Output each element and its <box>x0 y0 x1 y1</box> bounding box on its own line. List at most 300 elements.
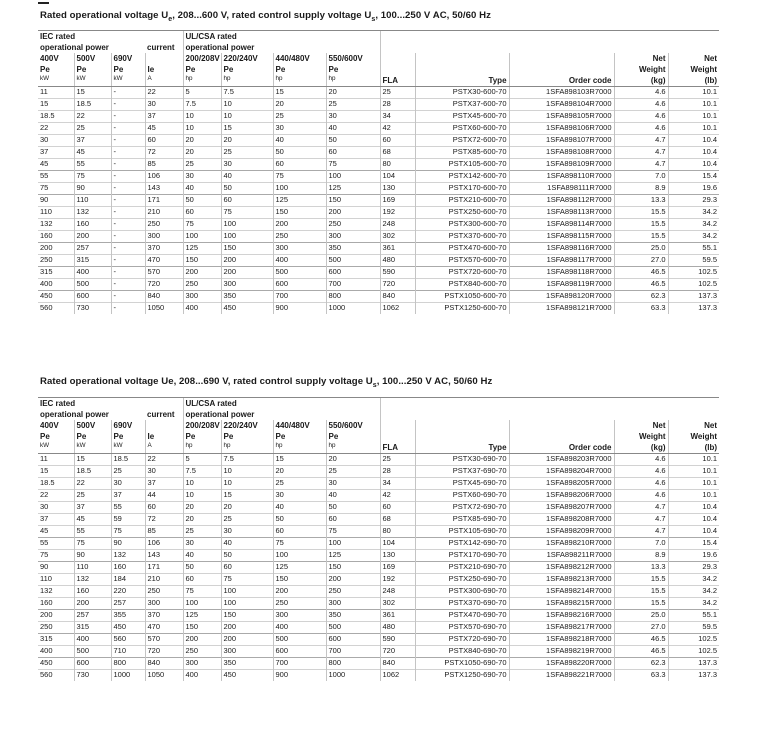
table-cell: 250 <box>145 586 183 598</box>
table-cell: 8.9 <box>614 550 668 562</box>
table-cell: 10 <box>183 490 221 502</box>
header-blank <box>614 42 668 53</box>
header-blank <box>509 53 614 64</box>
table-cell: 1SFA898110R7000 <box>509 171 614 183</box>
table-cell: 75 <box>326 159 380 171</box>
table-cell: 34.2 <box>668 598 719 610</box>
voltage-header: 200/208V <box>183 53 221 64</box>
type-label: Type <box>415 442 509 454</box>
table-cell: PSTX720-600-70 <box>415 267 509 279</box>
table-cell: 132 <box>74 207 111 219</box>
table-cell: PSTX105-690-70 <box>415 526 509 538</box>
table-cell: 10.4 <box>668 526 719 538</box>
table-2-title: Rated operational voltage Ue, 208...690 V, rated control supply voltage $U_s$, 100...250 V AC, 50/60 Hz <box>40 376 493 389</box>
weight-label: Weight <box>614 64 668 75</box>
table-cell: 37 <box>145 111 183 123</box>
table-cell: 37 <box>111 490 145 502</box>
table-cell: 100 <box>221 586 273 598</box>
header-blank <box>380 31 415 43</box>
table-cell: 60 <box>183 207 221 219</box>
weight-label: Weight <box>668 431 719 442</box>
voltage-row <box>38 420 719 431</box>
table-cell: PSTX72-600-70 <box>415 135 509 147</box>
table-cell: - <box>111 219 145 231</box>
table-cell: 30 <box>145 466 183 478</box>
table-cell: 130 <box>380 550 415 562</box>
table-cell: 302 <box>380 598 415 610</box>
table-cell: 60 <box>326 147 380 159</box>
table-cell: 5 <box>183 454 221 466</box>
table-cell: 30 <box>326 478 380 490</box>
table-cell: 25 <box>183 159 221 171</box>
current-label: current <box>147 43 175 52</box>
table-cell: 1050 <box>145 670 183 682</box>
table-header <box>38 398 719 454</box>
table-cell: 80 <box>380 526 415 538</box>
table-cell: 37 <box>145 478 183 490</box>
table-cell: 1SFA898219R7000 <box>509 646 614 658</box>
table-cell: 90 <box>74 183 111 195</box>
table-cell: 50 <box>221 183 273 195</box>
table-cell: 55 <box>111 502 145 514</box>
table-cell: 1SFA898218R7000 <box>509 634 614 646</box>
net-weight-lb-label: Net <box>668 420 719 431</box>
table-cell: 470 <box>145 622 183 634</box>
table-cell: - <box>111 231 145 243</box>
table-cell: 20 <box>273 99 326 111</box>
table-cell: 315 <box>74 622 111 634</box>
table-cell: 4.6 <box>614 99 668 111</box>
unit-label: hp <box>326 442 380 454</box>
table-cell: 171 <box>145 195 183 207</box>
table-row <box>38 303 719 315</box>
table-cell: 1SFA898104R7000 <box>509 99 614 111</box>
table-cell: 18.5 <box>74 99 111 111</box>
table-cell: 1SFA898112R7000 <box>509 195 614 207</box>
table-cell: 45 <box>74 514 111 526</box>
table-cell: 27.0 <box>614 622 668 634</box>
net-weight-kg-label: Net <box>614 53 668 64</box>
table-row <box>38 171 719 183</box>
table-cell: 60 <box>380 502 415 514</box>
table-cell: 1062 <box>380 303 415 315</box>
table-body <box>38 87 719 315</box>
table-cell: 60 <box>183 574 221 586</box>
table-cell: 720 <box>145 646 183 658</box>
header-blank <box>415 42 509 53</box>
table-row <box>38 526 719 538</box>
table-cell: 15 <box>74 87 111 99</box>
table-cell: 200 <box>273 586 326 598</box>
table-cell: 200 <box>74 231 111 243</box>
table-cell: 125 <box>273 195 326 207</box>
table-cell: 169 <box>380 195 415 207</box>
table-cell: 480 <box>380 622 415 634</box>
table-cell: 63.3 <box>614 303 668 315</box>
table-cell: 75 <box>111 526 145 538</box>
table-cell: 100 <box>221 219 273 231</box>
table-cell: 7.5 <box>183 99 221 111</box>
table-cell: 730 <box>74 303 111 315</box>
voltage-header: 690V <box>111 53 145 64</box>
table-cell: 85 <box>145 526 183 538</box>
table-cell: 25 <box>74 490 111 502</box>
table-cell: 19.6 <box>668 550 719 562</box>
table-cell: 10.1 <box>668 490 719 502</box>
table-cell: 10 <box>183 478 221 490</box>
table-cell: 125 <box>326 183 380 195</box>
header-blank <box>415 409 509 420</box>
header-blank <box>668 42 719 53</box>
table-cell: PSTX250-690-70 <box>415 574 509 586</box>
table-cell: 19.6 <box>668 183 719 195</box>
table-cell: 1SFA898204R7000 <box>509 466 614 478</box>
table-cell: 59.5 <box>668 622 719 634</box>
table-cell: 300 <box>221 646 273 658</box>
table-cell: PSTX470-600-70 <box>415 243 509 255</box>
current-label: current <box>147 410 175 419</box>
unit-label: kW <box>111 442 145 454</box>
table-cell: 102.5 <box>668 646 719 658</box>
table-cell: - <box>111 243 145 255</box>
table-cell: 75 <box>38 183 74 195</box>
table-cell: 60 <box>145 502 183 514</box>
table-cell: PSTX45-600-70 <box>415 111 509 123</box>
table-cell: 30 <box>38 135 74 147</box>
table-cell: 40 <box>326 123 380 135</box>
table-cell: 13.3 <box>614 562 668 574</box>
table-cell: 160 <box>38 231 74 243</box>
table-cell: 200 <box>221 255 273 267</box>
table-cell: 150 <box>326 562 380 574</box>
table-cell: 450 <box>38 291 74 303</box>
table-cell: 75 <box>273 171 326 183</box>
table-cell: 75 <box>74 538 111 550</box>
table-cell: 15 <box>38 466 74 478</box>
net-weight-kg-label: Net <box>614 420 668 431</box>
table-cell: PSTX85-600-70 <box>415 147 509 159</box>
table-cell: 25 <box>183 526 221 538</box>
table-cell: 34.2 <box>668 574 719 586</box>
table-cell: 500 <box>74 646 111 658</box>
unit-label: hp <box>221 75 273 87</box>
table-cell: 1SFA898220R7000 <box>509 658 614 670</box>
table-cell: - <box>111 87 145 99</box>
table-cell: 184 <box>111 574 145 586</box>
table-cell: 20 <box>326 87 380 99</box>
table-cell: PSTX210-690-70 <box>415 562 509 574</box>
table-cell: 730 <box>74 670 111 682</box>
table-cell: 18.5 <box>111 454 145 466</box>
table-cell: 250 <box>183 279 221 291</box>
table-cell: 1SFA898217R7000 <box>509 622 614 634</box>
table-cell: 300 <box>183 658 221 670</box>
table-row <box>38 478 719 490</box>
table-cell: - <box>111 111 145 123</box>
table-cell: 300 <box>326 598 380 610</box>
table-cell: 60 <box>221 195 273 207</box>
table-cell: 400 <box>273 255 326 267</box>
header-blank <box>668 409 719 420</box>
table-cell: 15 <box>74 454 111 466</box>
table-cell: 200 <box>221 634 273 646</box>
table-cell: 110 <box>74 195 111 207</box>
table-cell: 18.5 <box>38 111 74 123</box>
table-cell: 10.4 <box>668 147 719 159</box>
table-cell: PSTX37-690-70 <box>415 466 509 478</box>
pe-symbol: Pe <box>326 431 380 442</box>
header-blank <box>509 398 614 410</box>
table-cell: - <box>111 303 145 315</box>
table-cell: 15.5 <box>614 586 668 598</box>
table-cell: 15.4 <box>668 171 719 183</box>
table-cell: 50 <box>326 502 380 514</box>
table-cell: 20 <box>183 502 221 514</box>
table-cell: 10.1 <box>668 111 719 123</box>
table-cell: 1SFA898116R7000 <box>509 243 614 255</box>
table-cell: 110 <box>38 207 74 219</box>
table-cell: 45 <box>38 526 74 538</box>
table-cell: 75 <box>183 219 221 231</box>
table-cell: 248 <box>380 586 415 598</box>
table-cell: 200 <box>38 243 74 255</box>
table-cell: 18.5 <box>38 478 74 490</box>
weight-label: Weight <box>614 431 668 442</box>
table-cell: 800 <box>326 658 380 670</box>
table-row <box>38 466 719 478</box>
table-row <box>38 123 719 135</box>
table-cell: PSTX300-600-70 <box>415 219 509 231</box>
table-cell: 60 <box>380 135 415 147</box>
table-cell: PSTX840-690-70 <box>415 646 509 658</box>
table-cell: 400 <box>38 646 74 658</box>
table-cell: 20 <box>221 502 273 514</box>
table-cell: 30 <box>221 159 273 171</box>
table-cell: - <box>111 159 145 171</box>
table-cell: 132 <box>74 574 111 586</box>
table-cell: 7.0 <box>614 538 668 550</box>
table-cell: PSTX250-600-70 <box>415 207 509 219</box>
iec-rated-label: IEC rated <box>38 31 183 43</box>
table-cell: 1SFA898216R7000 <box>509 610 614 622</box>
table-cell: 171 <box>145 562 183 574</box>
table-cell: - <box>111 279 145 291</box>
table-cell: 248 <box>380 219 415 231</box>
table-cell: 125 <box>273 562 326 574</box>
table-cell: 4.7 <box>614 159 668 171</box>
ratings-table-690v <box>38 397 719 681</box>
table-row <box>38 195 719 207</box>
voltage-header: 440/480V <box>273 53 326 64</box>
table-cell: 75 <box>183 586 221 598</box>
table-cell: 500 <box>273 267 326 279</box>
pe-symbol: Pe <box>74 431 111 442</box>
table-row <box>38 87 719 99</box>
table-cell: 46.5 <box>614 279 668 291</box>
table-cell: 4.7 <box>614 514 668 526</box>
table-cell: 160 <box>74 586 111 598</box>
table-row <box>38 550 719 562</box>
table-cell: 132 <box>38 219 74 231</box>
table-cell: 15.5 <box>614 574 668 586</box>
header-blank <box>509 431 614 442</box>
unit-label: hp <box>326 75 380 87</box>
table-cell: 4.6 <box>614 478 668 490</box>
table-cell: 4.6 <box>614 454 668 466</box>
table-cell: 60 <box>145 135 183 147</box>
table-cell: 46.5 <box>614 634 668 646</box>
table-cell: 361 <box>380 243 415 255</box>
table-cell: 34 <box>380 111 415 123</box>
unit-label: kW <box>111 75 145 87</box>
order-code-label: Order code <box>509 75 614 87</box>
table-cell: 25 <box>380 454 415 466</box>
table-cell: 22 <box>145 87 183 99</box>
spec-table <box>38 397 719 681</box>
table-row <box>38 454 719 466</box>
table-cell: 34.2 <box>668 231 719 243</box>
table-cell: 300 <box>273 243 326 255</box>
table-cell: 55.1 <box>668 243 719 255</box>
table-cell: 60 <box>326 514 380 526</box>
table-cell: 1050 <box>145 303 183 315</box>
table-cell: 210 <box>145 574 183 586</box>
unit-label: kW <box>38 75 74 87</box>
table-cell: 40 <box>183 183 221 195</box>
table-cell: 22 <box>74 478 111 490</box>
table-cell: 1SFA898211R7000 <box>509 550 614 562</box>
table-cell: 900 <box>273 670 326 682</box>
order-code-label: Order code <box>509 442 614 454</box>
table-cell: 1SFA898108R7000 <box>509 147 614 159</box>
table-cell: 500 <box>326 255 380 267</box>
table-cell: 50 <box>183 562 221 574</box>
table-cell: 1SFA898203R7000 <box>509 454 614 466</box>
table-cell: 1SFA898113R7000 <box>509 207 614 219</box>
unit-label: hp <box>183 75 221 87</box>
table-row <box>38 99 719 111</box>
table-cell: 72 <box>145 147 183 159</box>
header-row <box>38 409 719 420</box>
table-cell: 30 <box>38 502 74 514</box>
table-row <box>38 622 719 634</box>
table-cell: 44 <box>145 490 183 502</box>
table-row <box>38 255 719 267</box>
table-cell: - <box>111 267 145 279</box>
table-cell: 132 <box>111 550 145 562</box>
table-cell: 160 <box>111 562 145 574</box>
unit-label: A <box>145 75 183 87</box>
table-cell: 1SFA898214R7000 <box>509 586 614 598</box>
header-blank <box>380 431 415 442</box>
ie-symbol: Ie <box>145 431 183 442</box>
table-cell: 600 <box>326 267 380 279</box>
header-blank <box>614 31 668 43</box>
table-cell: 315 <box>38 267 74 279</box>
pe-symbol: Pe <box>221 431 273 442</box>
table-cell: 75 <box>221 207 273 219</box>
table-cell: 29.3 <box>668 195 719 207</box>
table-cell: 37 <box>74 135 111 147</box>
table-cell: 1SFA898117R7000 <box>509 255 614 267</box>
table-cell: 10.1 <box>668 478 719 490</box>
unit-row <box>38 75 719 87</box>
table-cell: 40 <box>221 538 273 550</box>
table-cell: 50 <box>273 514 326 526</box>
table-cell: 90 <box>111 538 145 550</box>
table-cell: 37 <box>38 514 74 526</box>
table-cell: 25 <box>273 478 326 490</box>
table-row <box>38 279 719 291</box>
table-cell: 25 <box>74 123 111 135</box>
table-cell: 102.5 <box>668 279 719 291</box>
table-cell: 257 <box>74 243 111 255</box>
table-cell: 100 <box>326 171 380 183</box>
table-cell: 400 <box>273 622 326 634</box>
table-cell: PSTX840-600-70 <box>415 279 509 291</box>
header-row <box>38 31 719 43</box>
table-cell: 30 <box>221 526 273 538</box>
table-row <box>38 538 719 550</box>
header-blank <box>509 31 614 43</box>
table-cell: 68 <box>380 147 415 159</box>
voltage-header: 220/240V <box>221 53 273 64</box>
header-blank <box>415 31 509 43</box>
header-blank <box>415 398 509 410</box>
table-cell: 25 <box>221 514 273 526</box>
voltage-header: 690V <box>111 420 145 431</box>
table-cell: PSTX570-600-70 <box>415 255 509 267</box>
voltage-header: 220/240V <box>221 420 273 431</box>
table-1-title: Rated operational voltage $U_e$, 208...600 V, rated control supply voltage $U_s$, 100...250 V AC, 50/60 Hz <box>40 10 491 23</box>
pe-symbol: Pe <box>40 432 50 441</box>
unit-label: kW <box>74 75 111 87</box>
header-blank <box>509 64 614 75</box>
table-cell: 20 <box>326 454 380 466</box>
voltage-blank <box>145 53 183 64</box>
table-cell: 150 <box>183 622 221 634</box>
table-cell: PSTX45-690-70 <box>415 478 509 490</box>
table-cell: 60 <box>221 562 273 574</box>
table-cell: 90 <box>38 195 74 207</box>
table-cell: 30 <box>326 111 380 123</box>
header-blank <box>380 409 415 420</box>
header-blank <box>415 64 509 75</box>
table-cell: 10 <box>221 111 273 123</box>
table-cell: 34 <box>380 478 415 490</box>
voltage-header: 500V <box>74 420 111 431</box>
table-cell: 143 <box>145 183 183 195</box>
table-cell: 1SFA898121R7000 <box>509 303 614 315</box>
table-cell: 4.7 <box>614 135 668 147</box>
table-cell: 257 <box>111 598 145 610</box>
table-cell: 100 <box>221 231 273 243</box>
table-cell: 200 <box>38 610 74 622</box>
table-cell: PSTX30-690-70 <box>415 454 509 466</box>
table-cell: 150 <box>273 574 326 586</box>
table-cell: 10.1 <box>668 99 719 111</box>
table-cell: 46.5 <box>614 646 668 658</box>
table-cell: 50 <box>273 147 326 159</box>
table-cell: - <box>111 195 145 207</box>
table-cell: 370 <box>145 243 183 255</box>
table-cell: 102.5 <box>668 634 719 646</box>
unit-label: A <box>145 442 183 454</box>
table-cell: 480 <box>380 255 415 267</box>
table-cell: 1SFA898213R7000 <box>509 574 614 586</box>
table-cell: 160 <box>38 598 74 610</box>
header-row <box>38 42 719 53</box>
